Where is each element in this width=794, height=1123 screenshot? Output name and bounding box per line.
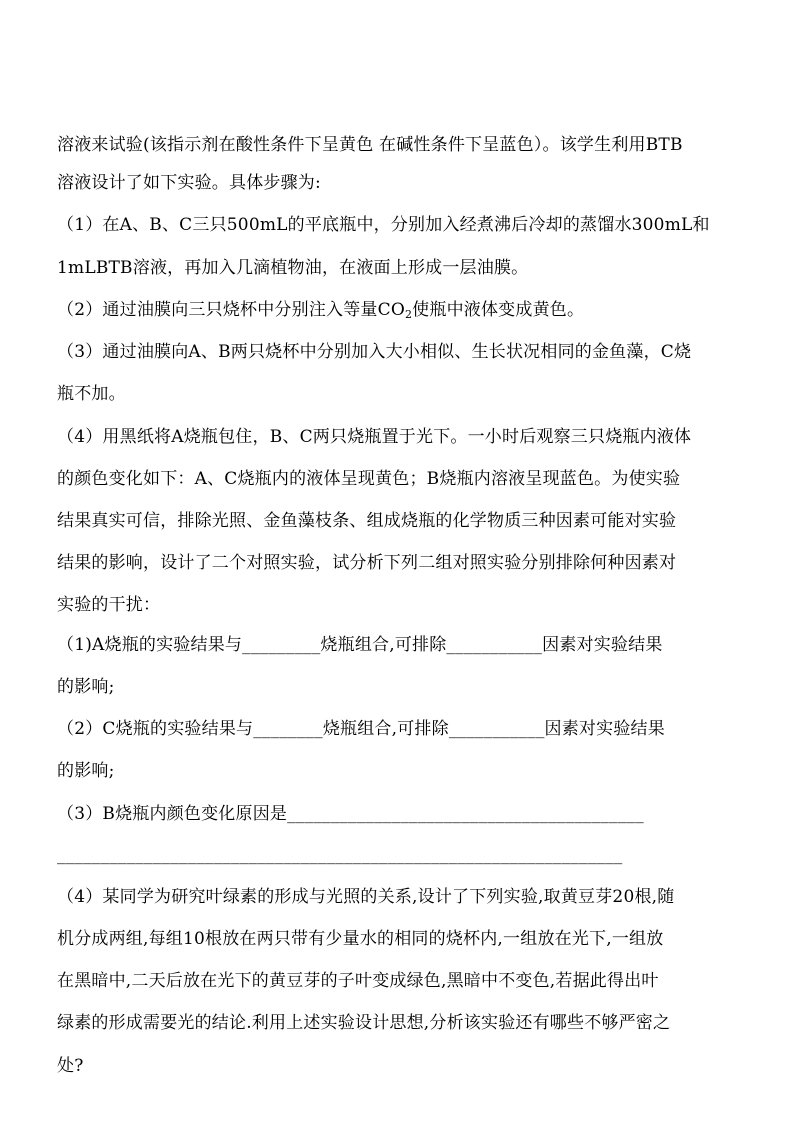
text-segment: 使瓶中液体变成黄色。 [412, 300, 585, 320]
text-line: （4）用黑纸将A烧瓶包住，B、C两只烧瓶置于光下。一小时后观察三只烧瓶内液体 [57, 427, 692, 447]
text-line: 机分成两组,每组10根放在两只带有少量水的相同的烧杯内,一组放在光下,一组放 [57, 929, 664, 949]
subscript: 2 [404, 308, 413, 321]
text-line: 瓶不加。 [57, 384, 126, 404]
text-line: （3）B烧瓶内颜色变化原因是_________________________________________ [57, 804, 644, 824]
text-line [57, 298, 584, 327]
text-line: （1）在A、B、C三只500mL的平底瓶中，分别加入经煮沸后冷却的蒸馏水300mL和 [57, 215, 710, 235]
text-line: 的影响; [57, 761, 115, 781]
text-line: 处? [57, 1056, 84, 1076]
text-line: 实验的干扰： [57, 595, 161, 615]
text-line: 溶液来试验(该指示剂在酸性条件下呈黄色 在碱性条件下呈蓝色）。该学生利用BTB [57, 135, 683, 155]
text-line: 结果的影响，设计了二个对照实验，试分析下列二组对照实验分别排除何种因素对 [57, 553, 677, 573]
text-line: （1)A烧瓶的实验结果与_________烧瓶组合,可排除___________因素对实验结果 [57, 635, 663, 655]
text-line: 在黑暗中,二天后放在光下的黄豆芽的子叶变成绿色,黑暗中不变色,若据此得出叶 [57, 971, 659, 991]
text-line: 绿素的形成需要光的结论.利用上述实验设计思想,分析该实验还有哪些不够严密之 [57, 1013, 671, 1033]
text-line: 结果真实可信，排除光照、金鱼藻枝条、组成烧瓶的化学物质三种因素可能对实验 [57, 511, 677, 531]
text-line: （4）某同学为研究叶绿素的形成与光照的关系,设计了下列实验,取黄豆芽20根,随 [57, 887, 675, 907]
text-segment: （2）通过油膜向三只烧杯中分别注入等量CO [57, 300, 405, 320]
text-line: 的影响; [57, 677, 115, 697]
text-line: 的颜色变化如下：A、C烧瓶内的液体呈现黄色；B烧瓶内溶液呈现蓝色。为使实验 [57, 469, 681, 489]
text-line: 1mLBTB溶液，再加入几滴植物油，在液面上形成一层油膜。 [57, 258, 529, 278]
text-line: 溶液设计了如下实验。具体步骤为: [57, 173, 321, 193]
text-line: _________________________________________________________________ [57, 845, 623, 865]
text-line: （2）C烧瓶的实验结果与________烧瓶组合,可排除___________因素对实验结果 [57, 719, 665, 739]
text-line: （3）通过油膜向A、B两只烧杯中分别加入大小相似、生长状况相同的金鱼藻，C烧 [57, 342, 692, 362]
